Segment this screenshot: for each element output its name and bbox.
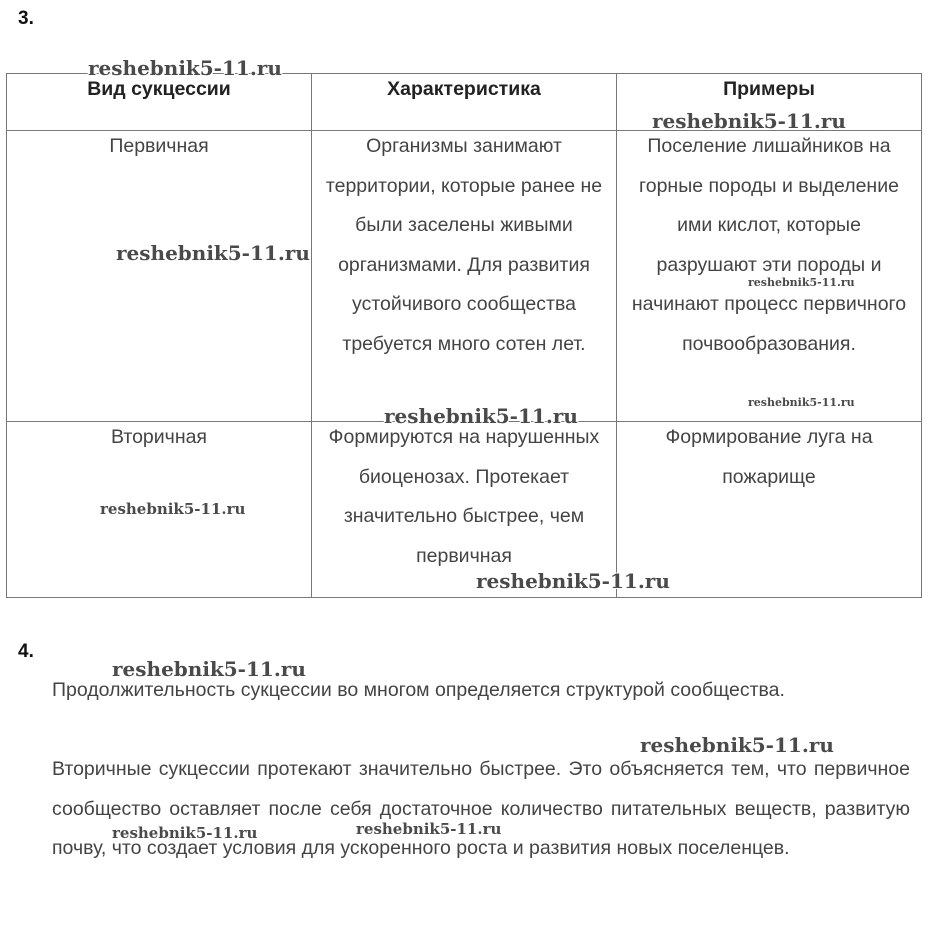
watermark: reshebnik5-11.ru <box>384 404 578 428</box>
watermark: reshebnik5-11.ru <box>748 276 855 289</box>
cell-characteristic-text: Формируются на нарушенных биоценозах. Протекает значительно быстрее, чем первичная <box>328 426 600 567</box>
cell-example-text: Формирование луга на пожарище <box>665 426 873 488</box>
watermark: reshebnik5-11.ru <box>476 569 670 593</box>
cell-type-text: Первичная <box>109 135 209 157</box>
header-examples: Примеры <box>617 74 922 131</box>
header-characteristic: Характеристика <box>312 74 617 131</box>
succession-table <box>6 73 922 598</box>
watermark: reshebnik5-11.ru <box>652 109 846 133</box>
cell-characteristic <box>312 131 617 422</box>
watermark: reshebnik5-11.ru <box>356 820 502 838</box>
watermark: reshebnik5-11.ru <box>112 657 306 681</box>
watermark: reshebnik5-11.ru <box>112 824 258 842</box>
watermark: reshebnik5-11.ru <box>88 56 282 80</box>
header-type: Вид сукцессии <box>7 74 312 131</box>
answer-paragraph-1: Продолжительность сукцессии во многом определяется структурой сообщества. <box>52 679 785 701</box>
watermark: reshebnik5-11.ru <box>100 500 246 518</box>
cell-example-text: Поселение лишайников на горные породы и выделение ими кислот, которые разрушают эти породы и начинают процесс первичного почвообразования. <box>631 135 907 355</box>
cell-characteristic-text: Организмы занимают территории, которые ранее не были заселены живыми организмами. Для развития устойчивого сообщества требуется много сотен лет. <box>325 135 603 355</box>
cell-type-text: Вторичная <box>111 426 207 448</box>
task-3-number: 3. <box>18 8 34 29</box>
answer-paragraph-2: Вторичные сукцессии протекают значительно быстрее. Это объясняется тем, что первичное сообщество оставляет после себя достаточное количество питательных веществ, развитую почву, что создает условия для ускоренного роста и развития новых поселенцев. <box>52 758 910 859</box>
watermark: reshebnik5-11.ru <box>640 733 834 757</box>
cell-type <box>7 131 312 422</box>
task-4-number: 4. <box>18 641 34 662</box>
watermark: reshebnik5-11.ru <box>116 241 310 265</box>
watermark: reshebnik5-11.ru <box>748 396 855 409</box>
